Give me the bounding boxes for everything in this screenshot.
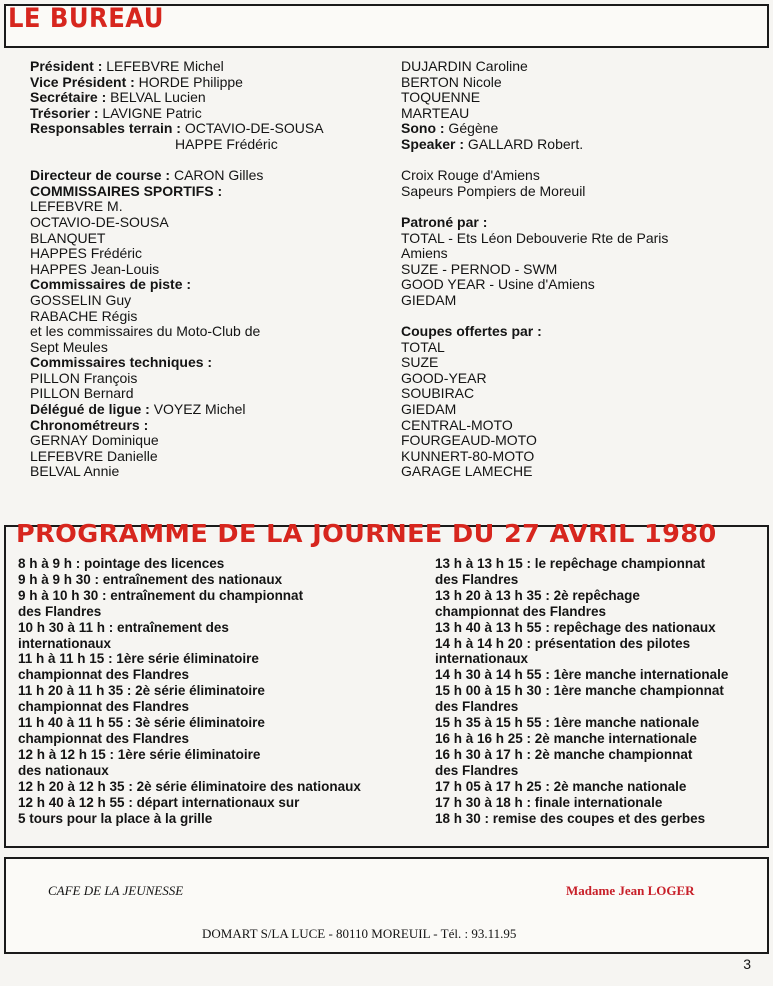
programme-line: 11 h à 11 h 15 : 1ère série éliminatoire <box>18 651 259 667</box>
entry-value: MARTEAU <box>401 104 470 121</box>
programme-line: 9 h à 9 h 30 : entraînement des nationaux <box>18 571 283 587</box>
bureau-entry <box>30 355 390 371</box>
spacer <box>401 199 751 215</box>
entry-value: DUJARDIN Caroline <box>401 58 528 74</box>
bureau-entry <box>401 340 751 356</box>
entry-value: CENTRAL-MOTO <box>401 416 513 433</box>
entry-value: OCTAVIO-DE-SOUSA <box>180 120 324 137</box>
entry-value: SUZE <box>401 354 439 371</box>
bureau-entry <box>401 293 751 309</box>
bureau-entry <box>401 324 751 340</box>
bureau-right-column <box>401 59 751 480</box>
programme-line: 15 h 00 à 15 h 30 : 1ère manche championnat <box>435 683 724 699</box>
entry-value: GARAGE LAMECHE <box>401 463 533 480</box>
entry-value: PILLON Bernard <box>30 385 134 402</box>
bureau-entry <box>401 106 751 122</box>
bureau-entry <box>401 355 751 371</box>
programme-line: 9 h à 10 h 30 : entraînement du championnat <box>18 587 304 603</box>
programme-line: internationaux <box>18 635 112 651</box>
entry-value: LEFEBVRE Michel <box>102 58 224 74</box>
entry-value: TOTAL <box>401 338 445 355</box>
entry-value: KUNNERT-80-MOTO <box>401 447 535 464</box>
entry-value: et les commissaires du Moto-Club de <box>30 323 261 340</box>
bureau-entry <box>401 386 751 402</box>
programme-line: 18 h 30 : remise des coupes et des gerbes <box>435 810 706 826</box>
page-number: 3 <box>743 956 751 972</box>
bureau-left-column <box>30 59 390 480</box>
entry-label: Commissaires techniques : <box>30 354 213 371</box>
bureau-entry <box>30 277 390 293</box>
entry-value: BLANQUET <box>30 229 106 246</box>
bureau-entry <box>30 59 390 75</box>
programme-line: championnat des Flandres <box>435 603 607 619</box>
entry-label: Directeur de course : <box>30 167 171 184</box>
entry-value: OCTAVIO-DE-SOUSA <box>30 213 169 230</box>
entry-value: PILLON François <box>30 369 138 386</box>
programme-line: 12 h 20 à 12 h 35 : 2è série éliminatoire des nationaux <box>18 778 361 794</box>
entry-value: Croix Rouge d'Amiens <box>401 167 540 184</box>
entry-label: Chronométreurs : <box>30 416 149 433</box>
programme-line: des Flandres <box>435 571 519 587</box>
bureau-entry <box>401 418 751 434</box>
programme-line: 14 h 30 à 14 h 55 : 1ère manche internationale <box>435 667 729 683</box>
bureau-entry <box>30 371 390 387</box>
bureau-entry <box>401 402 751 418</box>
entry-value: Sapeurs Pompiers de Moreuil <box>401 182 586 199</box>
entry-value: GALLARD Robert. <box>464 135 584 152</box>
entry-label: Commissaires de piste : <box>30 276 192 293</box>
entry-value: GOOD YEAR - Usine d'Amiens <box>401 276 595 293</box>
programme-line: 11 h 40 à 11 h 55 : 3è série éliminatoire <box>18 715 265 731</box>
bureau-entry <box>401 231 751 247</box>
programme-title: PROGRAMME DE LA JOURNEE DU 27 AVRIL 1980 <box>16 519 717 548</box>
bureau-entry <box>30 231 390 247</box>
bureau-entry <box>401 59 751 75</box>
programme-line: 14 h à 14 h 20 : présentation des pilotes <box>435 635 691 651</box>
entry-value: TOTAL - Ets Léon Debouverie Rte de Paris <box>401 229 669 246</box>
programme-line: championnat des Flandres <box>18 667 190 683</box>
entry-label: Délégué de ligue : <box>30 401 150 418</box>
bureau-entry <box>30 262 390 278</box>
programme-line: 12 h 40 à 12 h 55 : départ internationaux sur <box>18 794 300 810</box>
bureau-entry <box>30 75 390 91</box>
entry-value: HAPPE Frédéric <box>175 135 278 152</box>
entry-value: TOQUENNE <box>401 89 481 106</box>
bureau-entry <box>30 324 390 340</box>
bureau-entry <box>401 449 751 465</box>
programme-line: des Flandres <box>435 699 519 715</box>
bureau-entry <box>30 168 390 184</box>
bureau-entry <box>30 246 390 262</box>
programme-line: 12 h à 12 h 15 : 1ère série éliminatoire <box>18 746 261 762</box>
programme-line: des Flandres <box>18 603 102 619</box>
entry-label: Président : <box>30 58 103 74</box>
programme-left-column <box>18 556 418 826</box>
entry-value: VOYEZ Michel <box>149 401 246 418</box>
bureau-entry <box>30 106 390 122</box>
entry-value: HAPPES Jean-Louis <box>30 260 160 277</box>
programme-line: 13 h à 13 h 15 : le repêchage championnat <box>435 556 706 571</box>
entry-value: GOSSELIN Guy <box>30 291 132 308</box>
entry-value: CARON Gilles <box>170 167 264 184</box>
bureau-entry <box>30 386 390 402</box>
bureau-entry <box>30 137 390 153</box>
entry-value: BERTON Nicole <box>401 73 502 90</box>
bureau-entry <box>30 433 390 449</box>
entry-label: Vice Président : <box>30 73 135 90</box>
entry-value: Gégène <box>444 120 499 137</box>
bureau-entry <box>30 402 390 418</box>
bureau-entry <box>401 137 751 153</box>
programme-line: internationaux <box>435 651 529 667</box>
spacer <box>401 309 751 325</box>
bureau-entry <box>401 121 751 137</box>
programme-line: 13 h 40 à 13 h 55 : repêchage des nationaux <box>435 619 716 635</box>
entry-value: SOUBIRAC <box>401 385 475 402</box>
entry-label: Trésorier : <box>30 104 99 121</box>
bureau-entry <box>30 309 390 325</box>
entry-value: GIEDAM <box>401 291 457 308</box>
bureau-entry <box>401 184 751 200</box>
entry-value: BELVAL Lucien <box>106 89 206 106</box>
entry-label: Coupes offertes par : <box>401 323 542 340</box>
entry-value: LEFEBVRE Danielle <box>30 447 158 464</box>
bureau-entry <box>401 277 751 293</box>
programme-line: 5 tours pour la place à la grille <box>18 810 213 826</box>
bureau-entry <box>30 184 390 200</box>
bureau-entry <box>401 433 751 449</box>
programme-line: 8 h à 9 h : pointage des licences <box>18 556 225 571</box>
bureau-entry <box>401 371 751 387</box>
entry-value: LAVIGNE Patric <box>98 104 202 121</box>
entry-label: Sono : <box>401 120 445 137</box>
entry-value: Sept Meules <box>30 338 108 355</box>
entry-label: Responsables terrain : <box>30 120 181 137</box>
programme-line: championnat des Flandres <box>18 699 190 715</box>
bureau-entry <box>30 121 390 137</box>
bureau-entry <box>30 199 390 215</box>
entry-value: HAPPES Frédéric <box>30 245 143 262</box>
bureau-entry <box>30 293 390 309</box>
bureau-entry <box>401 246 751 262</box>
bureau-entry <box>401 262 751 278</box>
spacer <box>30 153 390 169</box>
bureau-entry <box>30 449 390 465</box>
programme-line: 17 h 05 à 17 h 25 : 2è manche nationale <box>435 778 687 794</box>
advert-cafe-name: CAFE DE LA JEUNESSE <box>48 883 184 898</box>
bureau-entry <box>401 464 751 480</box>
entry-value: GOOD-YEAR <box>401 369 487 386</box>
bureau-entry <box>30 90 390 106</box>
bureau-entry <box>401 90 751 106</box>
entry-label: Patroné par : <box>401 213 488 230</box>
bureau-title: LE BUREAU <box>8 3 164 34</box>
programme-line: 16 h 30 à 17 h : 2è manche championnat <box>435 746 693 762</box>
entry-value: LEFEBVRE M. <box>30 198 123 215</box>
entry-label: COMMISSAIRES SPORTIFS : <box>30 182 223 199</box>
bureau-entry <box>30 340 390 356</box>
programme-line: 15 h 35 à 15 h 55 : 1ère manche nationale <box>435 715 700 731</box>
programme-line: 17 h 30 à 18 h : finale internationale <box>435 794 663 810</box>
bureau-entry <box>30 464 390 480</box>
spacer <box>401 153 751 169</box>
entry-label: Secrétaire : <box>30 89 107 106</box>
entry-value: SUZE - PERNOD - SWM <box>401 260 558 277</box>
entry-value: FOURGEAUD-MOTO <box>401 432 537 449</box>
bureau-entry <box>30 215 390 231</box>
entry-value: HORDE Philippe <box>134 73 243 90</box>
programme-line: 11 h 20 à 11 h 35 : 2è série éliminatoire <box>18 683 265 699</box>
entry-value: BELVAL Annie <box>30 463 120 480</box>
entry-value: RABACHE Régis <box>30 307 138 324</box>
programme-line: 10 h 30 à 11 h : entraînement des <box>18 619 229 635</box>
entry-value: Amiens <box>401 245 448 262</box>
bureau-entry <box>401 168 751 184</box>
bureau-entry <box>401 75 751 91</box>
advert-address: DOMART S/LA LUCE - 80110 MOREUIL - Tél. : 93.11.95 <box>202 926 517 941</box>
bureau-entry <box>401 215 751 231</box>
bureau-entry <box>30 418 390 434</box>
programme-line: des nationaux <box>18 762 109 778</box>
advert-madame: Madame Jean LOGER <box>566 883 695 898</box>
entry-label: Speaker : <box>401 135 465 152</box>
programme-line: 16 h à 16 h 25 : 2è manche internationale <box>435 730 697 746</box>
entry-value: GIEDAM <box>401 401 457 418</box>
entry-value: GERNAY Dominique <box>30 432 159 449</box>
programme-right-column <box>435 556 765 826</box>
programme-line: des Flandres <box>435 762 519 778</box>
programme-line: championnat des Flandres <box>18 730 190 746</box>
programme-line: 13 h 20 à 13 h 35 : 2è repêchage <box>435 587 640 603</box>
